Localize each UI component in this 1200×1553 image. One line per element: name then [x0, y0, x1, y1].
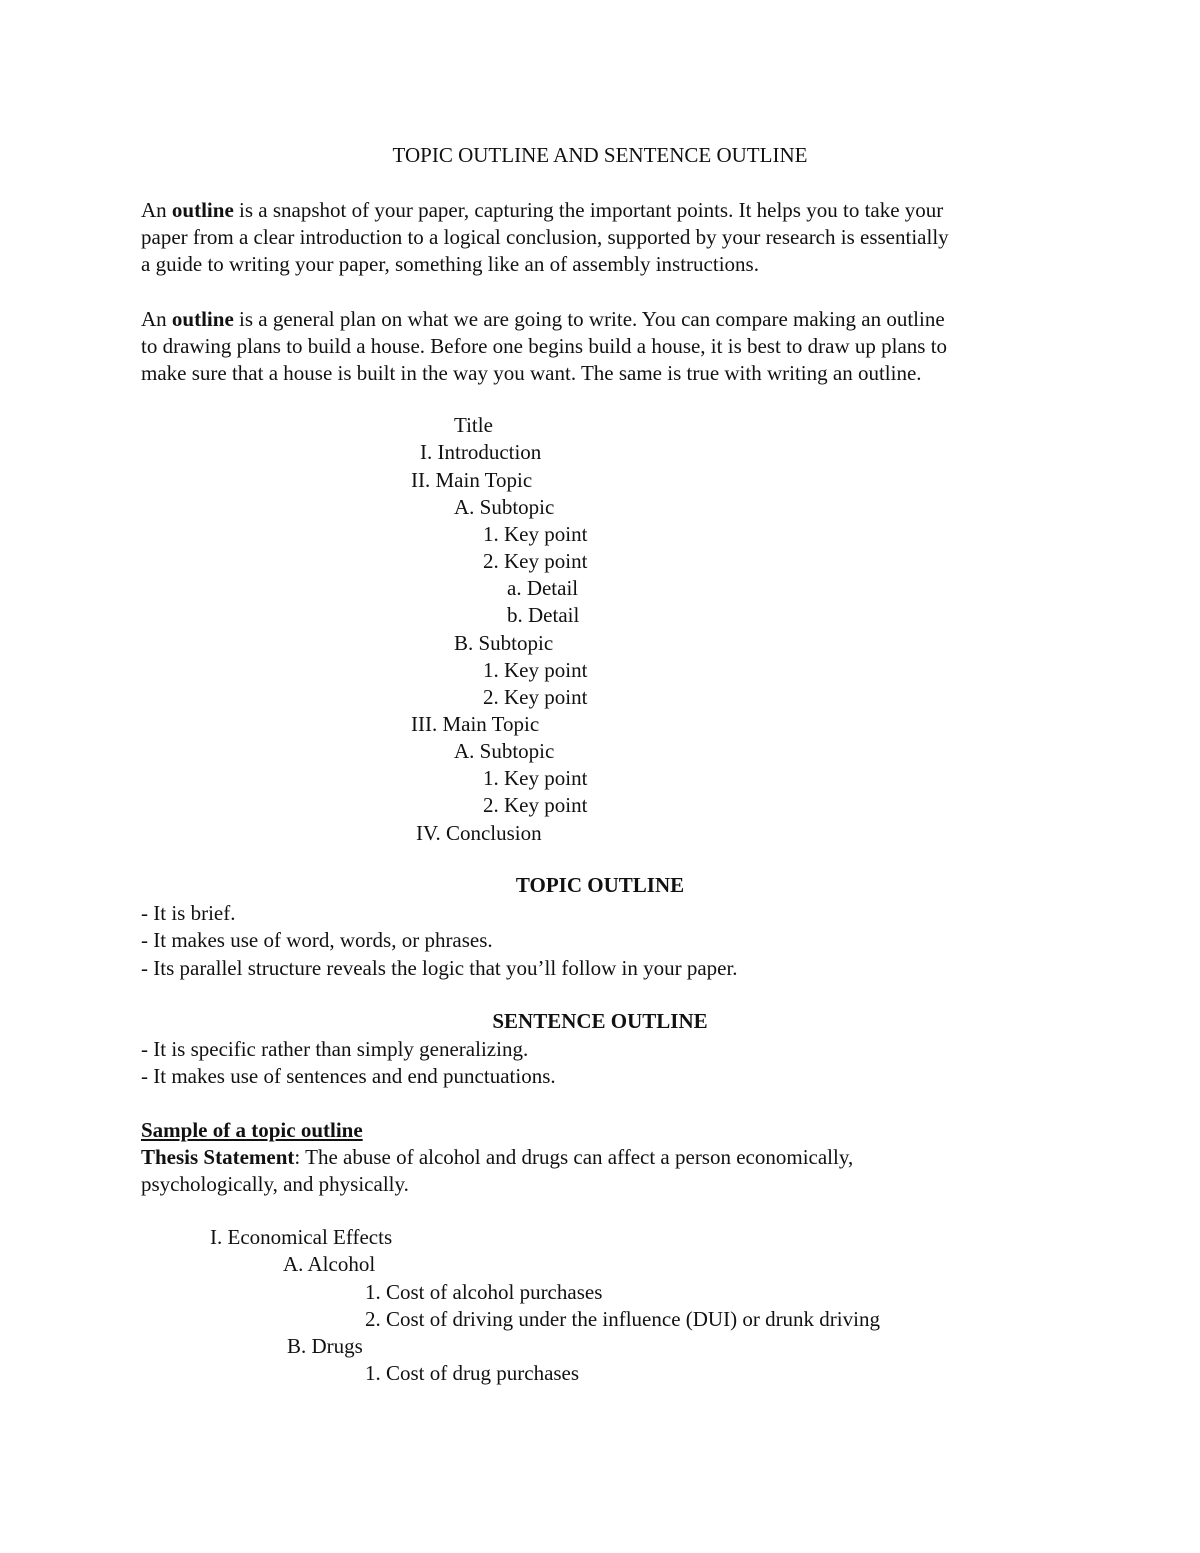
paragraph-1-line-2: paper from a clear introduction to a logical conclusion, supported by your research is essentially — [141, 225, 949, 249]
outline-item: 2. Key point — [483, 793, 588, 817]
outline-item: 1. Key point — [483, 658, 588, 682]
sample-outline-item: 2. Cost of driving under the influence (DUI) or drunk driving — [365, 1307, 880, 1331]
sample-outline-item: 1. Cost of alcohol purchases — [365, 1280, 603, 1304]
sample-heading-text: Sample of a topic outline — [141, 1118, 363, 1142]
paragraph-1-line-3: a guide to writing your paper, something like an of assembly instructions. — [141, 252, 759, 276]
topic-outline-heading: TOPIC OUTLINE — [515, 873, 685, 897]
sample-outline-item: I. Economical Effects — [210, 1225, 393, 1249]
outline-item: III. Main Topic — [411, 712, 540, 736]
outline-item: 2. Key point — [483, 685, 588, 709]
sample-outline-item: B. Drugs — [287, 1334, 363, 1358]
outline-item: II. Main Topic — [411, 468, 533, 492]
thesis-text: : The abuse of alcohol and drugs can affect a person economically, — [294, 1145, 854, 1169]
outline-item: IV. Conclusion — [416, 821, 542, 845]
topic-outline-point: - It is brief. — [141, 901, 236, 925]
paragraph-1-bold-term: outline — [171, 198, 234, 222]
paragraph-2-line-3: make sure that a house is built in the way you want. The same is true with writing an outline. — [141, 361, 922, 385]
sentence-outline-point: - It is specific rather than simply generalizing. — [141, 1037, 529, 1061]
outline-item: b. Detail — [507, 603, 580, 627]
topic-outline-point: - It makes use of word, words, or phrases. — [141, 928, 493, 952]
outline-item: A. Subtopic — [454, 739, 555, 763]
paragraph-1-rest: is a snapshot of your paper, capturing the important points. It helps you to take your — [233, 198, 944, 222]
paragraph-1-line-1 — [141, 197, 943, 224]
outline-title: Title — [454, 413, 493, 437]
thesis-line-1 — [141, 1144, 853, 1171]
sample-heading — [141, 1117, 363, 1144]
outline-item: 1. Key point — [483, 522, 588, 546]
thesis-label: Thesis Statement — [141, 1145, 295, 1169]
paragraph-2-line-1 — [141, 306, 945, 333]
outline-item: a. Detail — [507, 576, 579, 600]
outline-item: 1. Key point — [483, 766, 588, 790]
page-title: TOPIC OUTLINE AND SENTENCE OUTLINE — [392, 143, 808, 167]
outline-item: 2. Key point — [483, 549, 588, 573]
sample-outline-item: A. Alcohol — [283, 1252, 376, 1276]
outline-item: I. Introduction — [420, 440, 542, 464]
sentence-outline-heading: SENTENCE OUTLINE — [492, 1009, 708, 1033]
outline-item: B. Subtopic — [454, 631, 554, 655]
topic-outline-point: - Its parallel structure reveals the logic that you’ll follow in your paper. — [141, 956, 738, 980]
paragraph-2-prefix: An — [141, 307, 172, 331]
paragraph-1-prefix: An — [141, 198, 172, 222]
paragraph-2-line-2: to drawing plans to build a house. Before one begins build a house, it is best to draw up plans to — [141, 334, 948, 358]
outline-item: A. Subtopic — [454, 495, 555, 519]
sentence-outline-point: - It makes use of sentences and end punctuations. — [141, 1064, 556, 1088]
sample-outline-item: 1. Cost of drug purchases — [365, 1361, 580, 1385]
paragraph-2-bold-term: outline — [171, 307, 234, 331]
thesis-line-2: psychologically, and physically. — [141, 1172, 409, 1196]
paragraph-2-rest: is a general plan on what we are going to write. You can compare making an outline — [233, 307, 945, 331]
